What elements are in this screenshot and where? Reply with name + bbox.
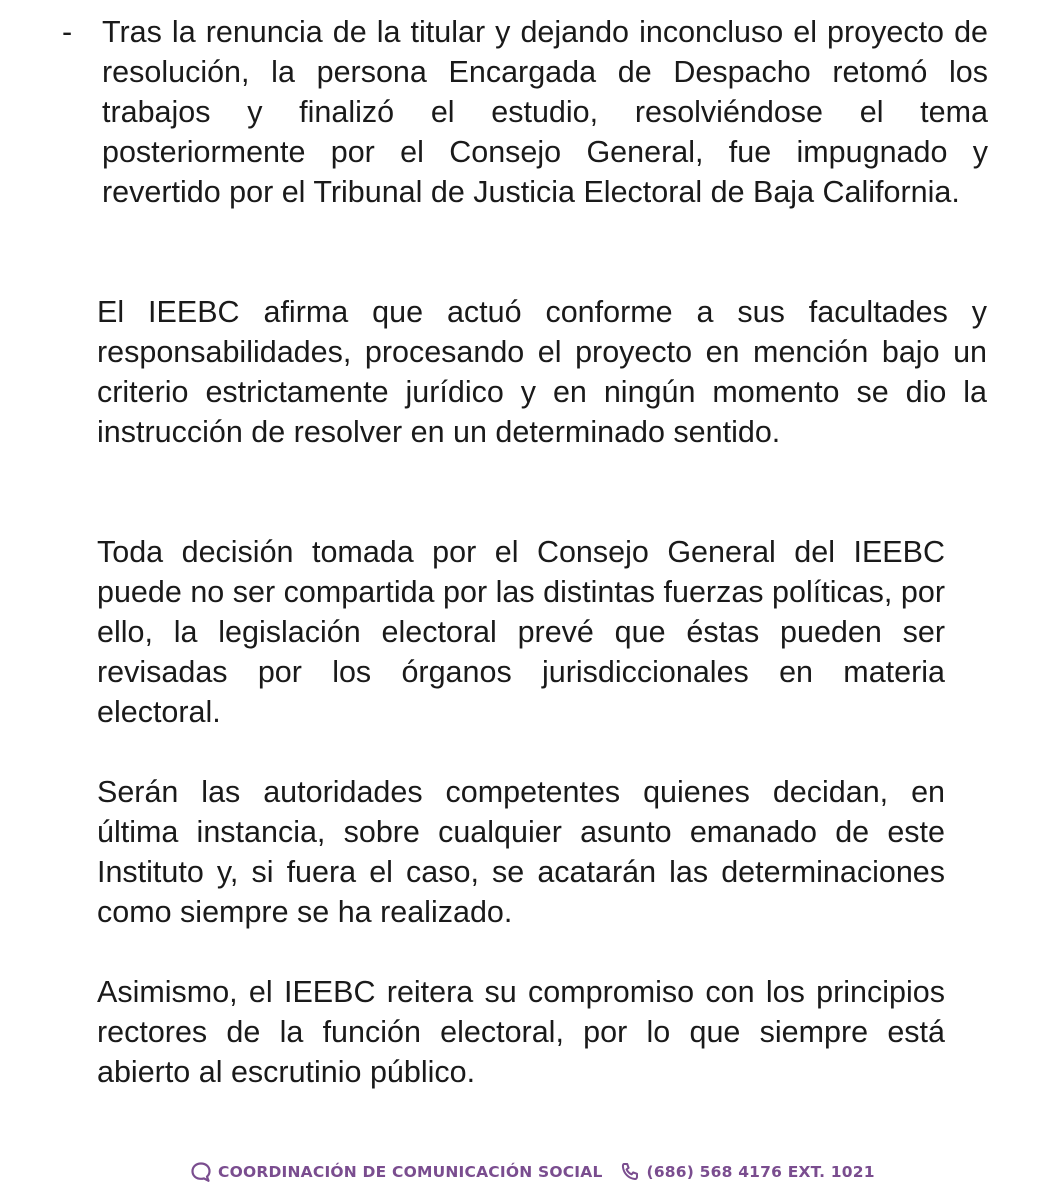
phone-icon xyxy=(619,1161,641,1183)
paragraph-autoridades: Serán las autoridades competentes quienes decidan, en última instancia, sobre cualquier asunto emanado de este Instituto y, si fuera el caso, se acatarán las determinaciones como siempre se ha realizado. xyxy=(97,775,945,929)
paragraph-compromiso: Asimismo, el IEEBC reitera su compromiso con los principios rectores de la función electoral, por lo que siempre está abierto al escrutinio público. xyxy=(97,975,945,1089)
bullet-marker: - xyxy=(62,15,73,49)
paragraph-resignation: Tras la renuncia de la titular y dejando inconcluso el proyecto de resolución, la persona Encargada de Despacho retomó los trabajos y finalizó el estudio, resolviéndose el tema posteriormente por el Consejo General, fue impugnado y revertido por el Tribunal de Justicia Electoral de Baja California. xyxy=(102,15,988,209)
chat-bubble-icon xyxy=(190,1161,212,1183)
footer-department: COORDINACIÓN DE COMUNICACIÓN SOCIAL xyxy=(218,1163,603,1181)
footer xyxy=(190,1157,875,1187)
paragraph-ieebc-statement: El IEEBC afirma que actuó conforme a sus facultades y responsabilidades, procesando el proyecto en mención bajo un criterio estrictamente jurídico y en ningún momento se dio la instrucción de resolver en un determinado sentido. xyxy=(97,295,987,449)
paragraph-consejo-general: Toda decisión tomada por el Consejo General del IEEBC puede no ser compartida por las distintas fuerzas políticas, por ello, la legislación electoral prevé que éstas pueden ser revisadas por los órganos jurisdiccionales en materia electoral. xyxy=(97,535,945,729)
footer-phone[interactable]: (686) 568 4176 EXT. 1021 xyxy=(646,1163,875,1181)
